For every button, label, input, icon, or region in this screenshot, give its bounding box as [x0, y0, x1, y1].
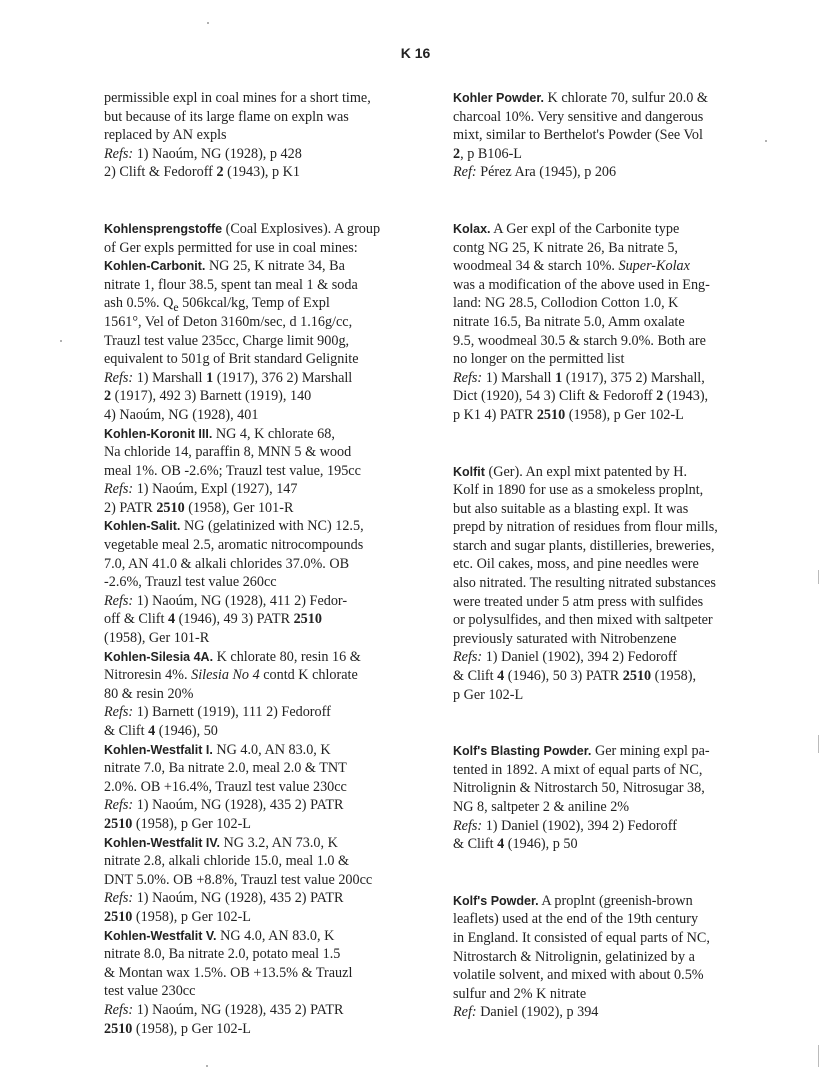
ref-text: (1958), p Ger 102-L	[132, 815, 251, 832]
page-number: K 16	[400, 45, 431, 61]
text-line: or polysulfides, and then mixed with saltpeter	[453, 612, 713, 629]
text-line: contg NG 25, K nitrate 26, Ba nitrate 5,	[453, 239, 678, 256]
ref-text: (1946), p 50	[504, 836, 578, 853]
refs-label: Refs:	[104, 369, 134, 386]
text-line: charcoal 10%. Very sensitive and dangerous	[453, 108, 704, 125]
text-line: 1561°, Vel of Deton 3160m/sec, d 1.16g/cc,	[104, 313, 353, 330]
entry-kohler-powder	[453, 89, 758, 182]
ref-text: (1917), 492 3) Barnett (1919), 140	[111, 388, 312, 405]
ref-text: (1943),	[663, 388, 709, 405]
ref-volume: 2510	[293, 611, 322, 628]
refs-label: Refs:	[104, 592, 134, 609]
entry-text: (Coal Explosives). A group	[222, 220, 381, 237]
ref-volume: 2510	[156, 499, 185, 516]
ref-text: 1) Naoúm, Expl (1927), 147	[133, 481, 298, 498]
ref-text: 1) Barnett (1919), 111 2) Fedoroff	[133, 704, 331, 721]
text-line: DNT 5.0%. OB +8.8%, Trauzl test value 200cc	[104, 871, 373, 888]
ref-text: 2) PATR	[104, 499, 157, 516]
text-line: but also suitable as a blasting expl. It was	[453, 500, 689, 517]
entry-kohlen-salit	[104, 517, 409, 647]
text-line: meal 1%. OB -2.6%; Trauzl test value, 195cc	[104, 462, 361, 479]
text-line: sulfur and 2% K nitrate	[453, 985, 587, 1002]
refs-line	[104, 163, 409, 182]
ref-volume: 2	[453, 145, 461, 162]
refs-label: Refs:	[104, 704, 134, 721]
entry-text: K chlorate 70, sulfur 20.0 &	[544, 90, 708, 106]
text-line: prepd by nitration of residues from flour mills,	[453, 519, 718, 536]
entry-title: Kohlen-Koronit III.	[104, 426, 213, 441]
ref-text: 1) Naoúm, NG (1928), p 428	[133, 145, 302, 162]
entry-text: contd K chlorate	[259, 667, 358, 684]
entry-text: NG 25, K nitrate 34, Ba	[205, 258, 345, 275]
ref-text: (1958), Ger 101-R	[184, 499, 294, 516]
text-line: were treated under 5 atm press with sulfides	[453, 593, 704, 610]
refs-label: Refs:	[453, 649, 483, 666]
text-line: vegetable meal 2.5, aromatic nitrocompounds	[104, 537, 364, 554]
text-line: mixt, similar to Berthelot's Powder (See Vol	[453, 127, 703, 144]
ref-text: (1946), 49 3) PATR	[175, 611, 294, 628]
text-line: nitrate 7.0, Ba nitrate 2.0, meal 2.0 & TNT	[104, 760, 347, 777]
text-line: nitrate 1, flour 38.5, spent tan meal 1 & soda	[104, 276, 358, 293]
entry-text: NG 4.0, AN 83.0, K	[216, 927, 335, 944]
entry-kohlen-westfalit-1	[104, 741, 409, 834]
refs-label: Refs:	[104, 797, 134, 814]
entry-title: Kohlen-Westfalit V.	[104, 928, 217, 943]
entry-kolfit	[453, 463, 758, 705]
text-line: nitrate 16.5, Ba nitrate 5.0, Amm oxalate	[453, 313, 685, 330]
text-line: Nitrolignin & Nitrostarch 50, Nitrosugar 38,	[453, 780, 705, 797]
entry-text: 506kcal/kg, Temp of Expl	[178, 295, 330, 312]
refs-label: Refs:	[453, 817, 483, 834]
entry-text: A proplnt (greenish-brown	[538, 892, 693, 909]
entry-title: Kohlensprengstoffe	[104, 221, 223, 236]
ref-text: (1958),	[651, 668, 697, 685]
text-line: Na chloride 14, paraffin 8, MNN 5 & wood	[104, 444, 352, 461]
ref-volume: 2510	[104, 1020, 133, 1037]
ref-text: & Clift	[104, 723, 149, 739]
text-line: equivalent to 501g of Brit standard Gelignite	[104, 351, 359, 368]
ref-text: (1917), 375 2) Marshall,	[562, 369, 705, 386]
refs-label: Refs:	[104, 481, 134, 498]
ref-label: Ref:	[453, 1004, 477, 1021]
ref-volume: 2	[104, 388, 112, 405]
ref-text: (1917), 376 2) Marshall	[213, 369, 353, 386]
ref-volume: 4	[497, 668, 505, 685]
refs-label: Refs:	[104, 145, 134, 162]
text-line: -2.6%, Trauzl test value 260cc	[104, 574, 277, 591]
text-line: tented in 1892. A mixt of equal parts of NC,	[453, 761, 703, 778]
scan-speck	[206, 1065, 208, 1067]
ref-text: Dict (1920), 54 3) Clift & Fedoroff	[453, 388, 657, 405]
text-line: Nitrostarch & Nitrolignin, gelatinized by a	[453, 948, 695, 965]
entry-text: , p B106-L	[460, 145, 522, 162]
ref-volume: 4	[148, 723, 156, 739]
ref-text: (1946), 50	[155, 723, 218, 739]
entry-kolax	[453, 220, 758, 425]
ref-text: (1943), p K1	[223, 164, 300, 181]
text-line: replaced by AN expls	[104, 127, 227, 144]
entry-kolfs-blasting-powder	[453, 742, 758, 854]
text-line: 7.0, AN 41.0 & alkali chlorides 37.0%. OB	[104, 555, 350, 572]
scan-speck	[60, 340, 62, 342]
entry-italic: Super-Kolax	[618, 258, 690, 275]
entry-kohlensprengstoffe	[104, 220, 409, 257]
ref-text: p K1 4) PATR	[453, 406, 537, 423]
ref-text: 2) Clift & Fedoroff	[104, 164, 217, 181]
entry-title: Kolf's Powder.	[453, 893, 539, 908]
text-line: permissible expl in coal mines for a short time,	[104, 90, 371, 106]
text-line: nitrate 8.0, Ba nitrate 2.0, potato meal 1.5	[104, 946, 341, 963]
text-line: of Ger expls permitted for use in coal mines:	[104, 239, 358, 256]
text-line: etc. Oil cakes, moss, and pine needles were	[453, 556, 699, 573]
right-column	[453, 89, 758, 1022]
ref-text: (1946), 50 3) PATR	[504, 668, 623, 685]
entry-title: Kohlen-Silesia 4A.	[104, 649, 214, 664]
text-line: Kolf in 1890 for use as a smokeless proplnt,	[453, 482, 704, 499]
ref-text: Daniel (1902), p 394	[476, 1004, 599, 1021]
entry-kohlen-carbonit	[104, 257, 409, 424]
ref-text: 1) Naoúm, NG (1928), 435 2) PATR	[133, 797, 344, 814]
ref-text: & Clift	[453, 668, 498, 685]
scan-speck	[765, 140, 767, 142]
text-line: starch and sugar plants, distilleries, breweries,	[453, 537, 715, 554]
ref-text: off & Clift	[104, 611, 168, 628]
ref-text: & Clift	[453, 836, 498, 853]
entry-text: woodmeal 34 & starch 10%.	[453, 258, 619, 275]
entry-kohlen-westfalit-5	[104, 927, 409, 1039]
ref-label: Ref:	[453, 164, 477, 181]
entry-title: Kohlen-Salit.	[104, 519, 181, 534]
entry-text: NG 4, K chlorate 68,	[212, 425, 335, 442]
ref-volume: 4	[167, 611, 176, 628]
ref-volume: 1	[555, 369, 563, 386]
text-line: test value 230cc	[104, 983, 196, 1000]
refs-label: Refs:	[104, 890, 134, 907]
text-line: volatile solvent, and mixed with about 0.5%	[453, 967, 704, 984]
entry-title: Kohler Powder.	[453, 91, 544, 105]
entry-kohlen-silesia	[104, 648, 409, 741]
text-line: but because of its large flame on expln was	[104, 108, 349, 125]
ref-text: (1958), p Ger 102-L	[132, 1020, 251, 1037]
ref-text: 1) Naoúm, NG (1928), 411 2) Fedor-	[133, 592, 348, 609]
scan-speck	[207, 22, 209, 24]
text-line: 80 & resin 20%	[104, 685, 194, 702]
entry-text: K chlorate 80, resin 16 &	[213, 648, 361, 665]
entry-title: Kohlen-Westfalit I.	[104, 742, 213, 757]
entry-title: Kohlen-Carbonit.	[104, 259, 206, 274]
ref-text: Pérez Ara (1945), p 206	[476, 164, 617, 181]
intro-entry	[104, 89, 409, 182]
entry-title: Kolf's Blasting Powder.	[453, 744, 592, 759]
left-column	[104, 89, 409, 1038]
ref-text: 1) Marshall	[133, 369, 207, 386]
ref-text: 1) Naoúm, NG (1928), 435 2) PATR	[133, 1001, 344, 1018]
entry-kohlen-koronit	[104, 425, 409, 518]
entry-text: (Ger). An expl mixt patented by H.	[484, 463, 688, 480]
text-line: leaflets) used at the end of the 19th century	[453, 911, 699, 928]
entry-title: Kohlen-Westfalit IV.	[104, 835, 220, 850]
subscript: e	[173, 300, 179, 315]
text-line: & Montan wax 1.5%. OB +13.5% & Trauzl	[104, 964, 353, 981]
entry-text: A Ger expl of the Carbonite type	[490, 220, 680, 237]
ref-text: (1958), p Ger 102-L	[132, 908, 251, 925]
ref-text: (1958), p Ger 102-L	[565, 406, 684, 423]
text-line: previously saturated with Nitrobenzene	[453, 630, 677, 647]
text-line: also nitrated. The resulting nitrated substances	[453, 575, 716, 592]
text-line: 2.0%. OB +16.4%, Trauzl test value 230cc	[104, 778, 347, 795]
ref-volume: 2510	[104, 908, 133, 925]
refs-line	[104, 145, 409, 164]
entry-italic: Silesia No 4	[191, 667, 260, 684]
entry-text: NG (gelatinized with NC) 12.5,	[180, 518, 364, 535]
ref-text: 1) Marshall	[482, 369, 556, 386]
ref-volume: 2510	[622, 668, 652, 685]
text-line: land: NG 28.5, Collodion Cotton 1.0, K	[453, 295, 679, 312]
scan-mark	[818, 1045, 819, 1067]
text-line: (1958), Ger 101-R	[104, 630, 210, 647]
text-line: p Ger 102-L	[453, 686, 524, 703]
ref-volume: 2	[656, 388, 664, 405]
text-line: no longer on the permitted list	[453, 351, 625, 368]
ref-volume: 1	[206, 369, 214, 386]
refs-label: Refs:	[453, 369, 483, 386]
entry-text: NG 3.2, AN 73.0, K	[220, 834, 338, 851]
text-line: in England. It consisted of equal parts of NC,	[453, 929, 710, 946]
text-line: Trauzl test value 235cc, Charge limit 900g,	[104, 332, 350, 349]
ref-text: 1) Naoúm, NG (1928), 435 2) PATR	[133, 890, 344, 907]
ref-text: 1) Daniel (1902), 394 2) Fedoroff	[482, 817, 677, 834]
scan-mark	[818, 735, 819, 753]
ref-text: 1) Daniel (1902), 394 2) Fedoroff	[482, 649, 677, 666]
text-line: nitrate 2.8, alkali chloride 15.0, meal 1.0 &	[104, 853, 350, 870]
ref-volume: 2510	[104, 815, 133, 832]
entry-kohlen-westfalit-4	[104, 834, 409, 927]
refs-label: Refs:	[104, 1001, 134, 1018]
entry-kolfs-powder	[453, 892, 758, 1022]
entry-title: Kolfit	[453, 464, 485, 479]
ref-volume: 4	[497, 836, 505, 853]
entry-text: Nitroresin 4%.	[104, 667, 192, 684]
text-line: 4) Naoúm, NG (1928), 401	[104, 406, 259, 423]
ref-volume: 2510	[536, 406, 566, 423]
scan-mark	[818, 570, 819, 584]
entry-text: ash 0.5%. Q	[104, 295, 174, 312]
ref-volume: 2	[216, 164, 224, 181]
entry-title: Kolax.	[453, 221, 491, 236]
text-line: NG 8, saltpeter 2 & aniline 2%	[453, 799, 630, 815]
entry-text: Ger mining expl pa-	[591, 743, 710, 760]
text-line: 9.5, woodmeal 30.5 & starch 9.0%. Both are	[453, 332, 706, 349]
entry-text: NG 4.0, AN 83.0, K	[212, 741, 331, 758]
text-line: was a modification of the above used in Eng-	[453, 276, 710, 293]
